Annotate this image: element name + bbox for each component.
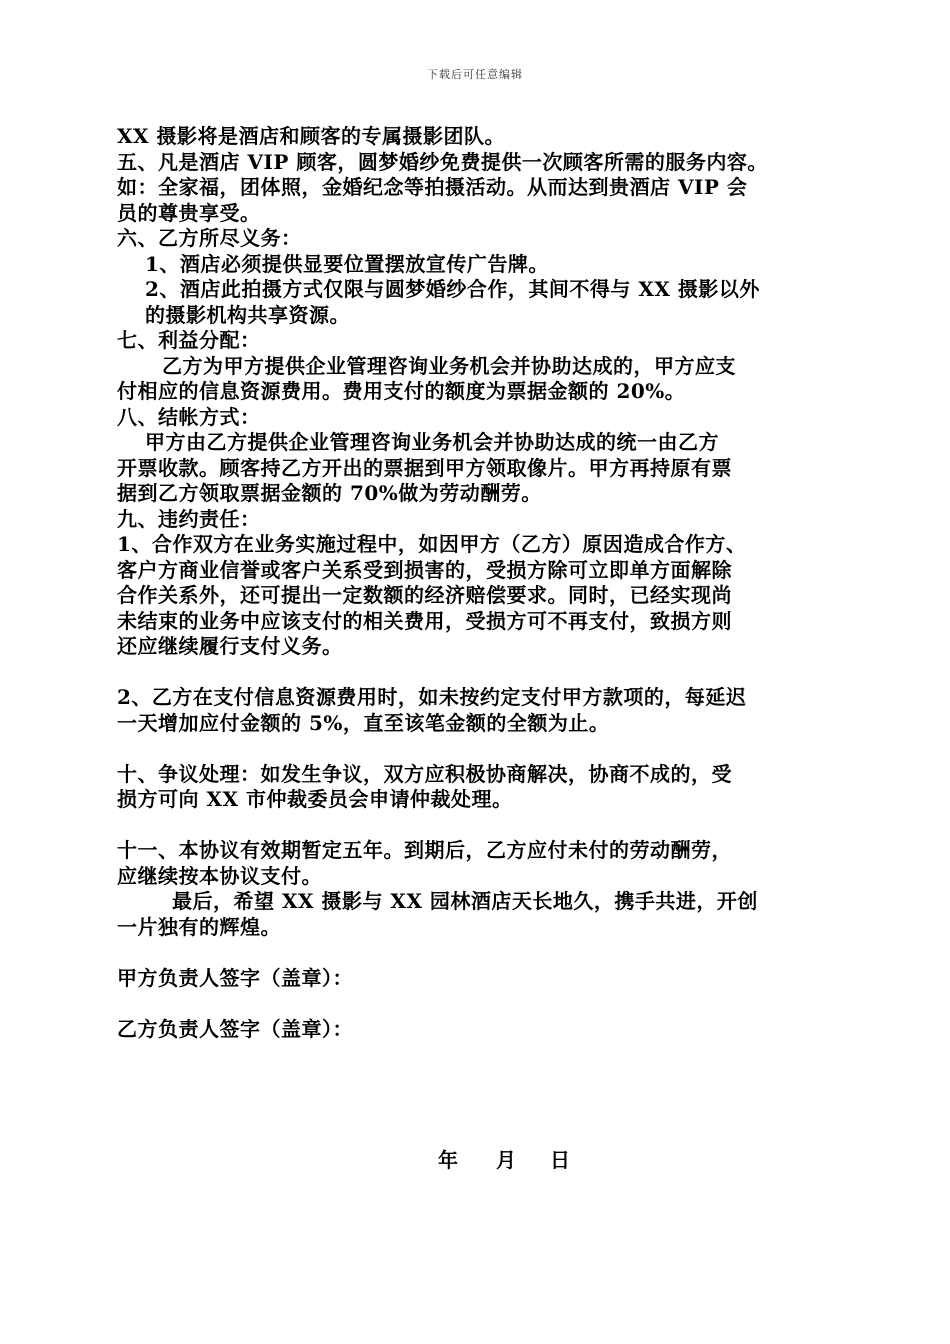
section-seven-heading: 七、利益分配： [117,328,261,352]
date-month: 月 [496,1148,516,1172]
paragraph-line: XX 摄影将是酒店和顾客的专属摄影团队。 [117,124,505,148]
clause-line: 还应继续履行支付义务。 [117,634,343,658]
spacer [117,736,817,762]
clause-line: 的摄影机构共享资源。 [145,302,350,327]
section-eight-heading: 八、结帐方式： [117,404,261,429]
paragraph-line: 如：全家福，团体照，金婚纪念等拍摄活动。从而达到贵酒店 VIP 会 [117,175,748,199]
section-six-heading: 六、乙方所尽义务： [117,226,302,250]
agreement-body [117,124,817,1042]
section-five-line: 五、凡是酒店 VIP 顾客，圆梦婚纱免费提供一次顾客所需的服务内容。 [117,149,768,174]
spacer [117,940,817,966]
spacer [117,813,817,839]
clause-line: 2、乙方在支付信息资源费用时，如未按约定支付甲方款项的，每延迟 [117,685,747,709]
paragraph-line: 付相应的信息资源费用。费用支付的额度为票据金额的 20%。 [117,379,686,403]
clause-line: 客户方商业信誉或客户关系受到损害的，受损方除可立即单方面解除 [117,557,732,582]
paragraph-line: 甲方由乙方提供企业管理咨询业务机会并协助达成的统一由乙方 [145,430,719,454]
paragraph-line: 损方可向 XX 市仲裁委员会申请仲裁处理。 [117,787,513,811]
section-ten-line: 十、争议处理：如发生争议，双方应积极协商解决，协商不成的，受 [117,761,732,786]
party-a-signature-line: 甲方负责人签字（盖章）： [117,965,353,990]
date-year: 年 [438,1148,458,1172]
page-header: 下载后可任意编辑 [427,68,523,81]
clause-line: 合作关系外，还可提出一定数额的经济赔偿要求。同时，已经实现尚 [117,583,732,607]
closing-line: 一片独有的辉煌。 [117,914,281,939]
paragraph-line: 应继续按本协议支付。 [117,863,322,888]
party-b-signature-line: 乙方负责人签字（盖章）： [117,1016,353,1041]
clause-line: 1、酒店必须提供显要位置摆放宣传广告牌。 [145,251,549,276]
clause-line: 2、酒店此拍摄方式仅限与圆梦婚纱合作，其间不得与 XX 摄影以外 [145,277,760,301]
closing-line: 最后，希望 XX 摄影与 XX 园林酒店天长地久，携手共进，开创 [172,889,758,913]
clause-line: 1、合作双方在业务实施过程中，如因甲方（乙方）原因造成合作方、 [117,532,747,556]
signature-date [438,1144,570,1173]
paragraph-line: 开票收款。顾客持乙方开出的票据到甲方领取像片。甲方再持原有票 [117,455,732,480]
paragraph-line: 乙方为甲方提供企业管理咨询业务机会并协助达成的，甲方应支 [162,353,736,378]
clause-line: 未结束的业务中应该支付的相关费用，受损方可不再支付，致损方则 [117,608,732,633]
paragraph-line: 员的尊贵享受。 [117,200,261,225]
spacer [117,660,817,686]
section-nine-heading: 九、违约责任： [117,506,261,531]
date-day: 日 [550,1148,570,1172]
spacer [117,991,817,1017]
section-eleven-line: 十一、本协议有效期暂定五年。到期后，乙方应付未付的劳动酬劳， [117,838,732,862]
clause-line: 一天增加应付金额的 5%，直至该笔金额的全额为止。 [117,710,610,735]
paragraph-line: 据到乙方领取票据金额的 70%做为劳动酬劳。 [117,481,542,505]
